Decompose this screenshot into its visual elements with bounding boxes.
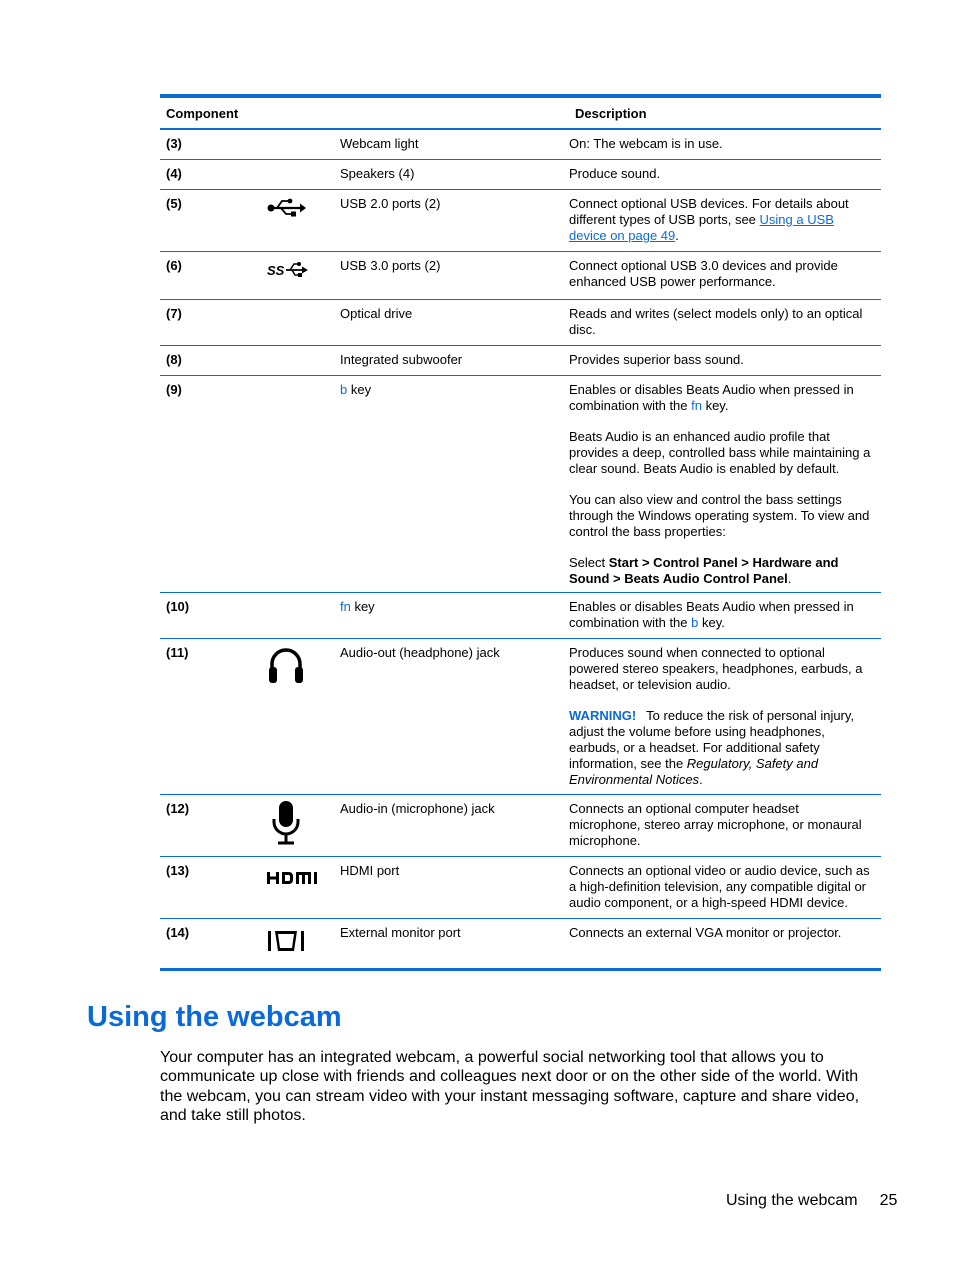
row-number: (14) xyxy=(166,925,190,940)
row-number: (4) xyxy=(166,166,182,181)
row-number: (6) xyxy=(166,258,182,273)
section-heading: Using the webcam xyxy=(87,1001,342,1033)
usb-ports-link[interactable]: Using a USB device on page 49 xyxy=(569,212,834,243)
row-component: Webcam light xyxy=(340,136,419,151)
table-row xyxy=(160,190,881,252)
warning-label: WARNING! xyxy=(569,708,637,723)
row-description: Connects an optional video or audio device, such as a high-definition television, any compatible digital or audio component, or a high-speed HDMI device. xyxy=(569,863,870,910)
table-row xyxy=(160,160,881,190)
headphone-icon xyxy=(268,647,304,685)
row-number: (10) xyxy=(166,599,190,614)
usb-icon xyxy=(267,198,307,218)
vga-monitor-icon xyxy=(268,931,304,951)
table-row xyxy=(160,857,881,919)
table-row xyxy=(160,593,881,639)
row-number: (13) xyxy=(166,863,190,878)
row-component: Speakers (4) xyxy=(340,166,415,181)
row-number: (3) xyxy=(166,136,182,151)
row-component: USB 3.0 ports (2) xyxy=(340,258,441,273)
table-row xyxy=(160,346,881,376)
header-description: Description xyxy=(575,105,647,121)
microphone-icon xyxy=(272,801,300,845)
table-row xyxy=(160,252,881,300)
table-row xyxy=(160,130,881,160)
row-component: Optical drive xyxy=(340,306,413,321)
row-number: (5) xyxy=(166,196,182,211)
table-row xyxy=(160,376,881,593)
row-description: Produces sound when connected to optional powered stereo speakers, headphones, earbuds, a headset, or television audio. WARNING! To reduce the risk of personal injury, adjust the volume before using headphones, earbuds, or a headset. For additional safety information, see the Regulatory, Safety and Environmental Notices. xyxy=(569,639,875,794)
row-number: (7) xyxy=(166,306,182,321)
row-component: Audio-out (headphone) jack xyxy=(340,645,500,660)
row-description: Produce sound. xyxy=(569,166,661,181)
page-number: 25 xyxy=(879,1192,898,1209)
row-component: b key xyxy=(340,382,372,397)
row-description: Connect optional USB devices. For details about different types of USB ports, see Using a USB device on page 49. xyxy=(569,196,849,243)
row-description: Provides superior bass sound. xyxy=(569,352,744,367)
row-description: Connects an optional computer headset microphone, stereo array microphone, or monaural microphone. xyxy=(569,801,862,848)
row-description: Enables or disables Beats Audio when pressed in combination with the b key. xyxy=(569,599,854,630)
row-description: Enables or disables Beats Audio when pressed in combination with the fn key. Beats Audio is an enhanced audio profile that provides a deep, controlled bass while maintaining a clear sound. Beats Audio is enabled by default. You can also view and control the bass settings through the Windows operating system. To view and control the bass properties: Select Start > Control Panel > Hardware and Sound > Beats Audio Control Panel. xyxy=(569,382,871,586)
table-row xyxy=(160,300,881,346)
row-number: (9) xyxy=(166,382,182,397)
row-component: Audio-in (microphone) jack xyxy=(340,801,495,816)
row-description: On: The webcam is in use. xyxy=(569,136,723,151)
warning-note: WARNING! To reduce the risk of personal injury, adjust the volume before using headphones, earbuds, or a headset. For additional safety information, see the Regulatory, Safety and Environmental Notices. xyxy=(569,708,855,787)
table-row xyxy=(160,919,881,968)
footer-section-title: Using the webcam xyxy=(726,1192,858,1209)
row-component: HDMI port xyxy=(340,863,400,878)
svg-text:SS: SS xyxy=(267,263,285,278)
fn-key-label: fn xyxy=(340,599,351,614)
usb-superspeed-icon xyxy=(267,261,309,279)
row-description: Connects an external VGA monitor or projector. xyxy=(569,925,842,940)
row-number: (11) xyxy=(166,645,189,660)
row-component: fn key xyxy=(340,599,375,614)
row-number: (12) xyxy=(166,801,190,816)
table-header xyxy=(160,98,881,130)
hdmi-icon xyxy=(267,872,323,884)
component-table xyxy=(160,94,881,971)
table-row xyxy=(160,795,881,857)
section-body: Your computer has an integrated webcam, a powerful social networking tool that allows you to communicate up close with friends and colleagues next door or on the other side of the world. With the webcam, you can stream video with your instant messaging software, capture and share video, and take still photos. xyxy=(160,1049,860,1124)
row-component: External monitor port xyxy=(340,925,461,940)
row-component: Integrated subwoofer xyxy=(340,352,463,367)
table-row xyxy=(160,639,881,795)
row-component: USB 2.0 ports (2) xyxy=(340,196,441,211)
page-footer xyxy=(726,1192,897,1210)
row-description: Connect optional USB 3.0 devices and provide enhanced USB power performance. xyxy=(569,258,838,289)
row-number: (8) xyxy=(166,352,182,367)
row-description: Reads and writes (select models only) to an optical disc. xyxy=(569,306,863,337)
header-component: Component xyxy=(166,105,239,121)
b-key-label: b xyxy=(340,382,348,397)
